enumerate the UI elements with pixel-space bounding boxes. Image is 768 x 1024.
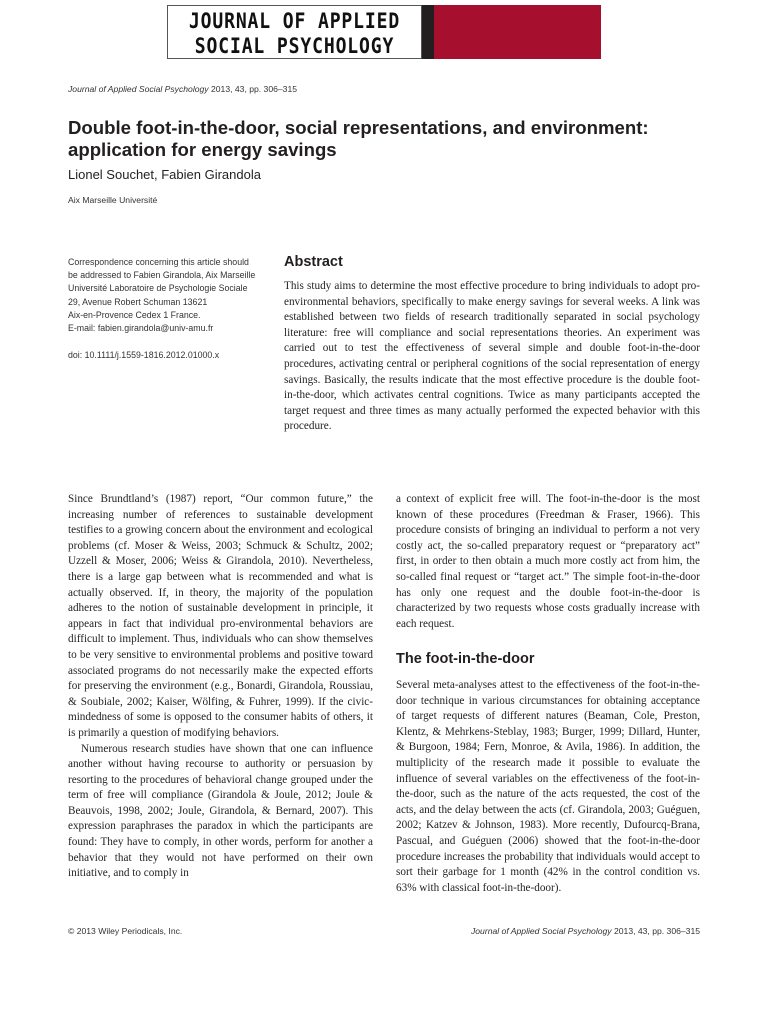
masthead-line-1: JOURNAL OF APPLIED	[188, 9, 401, 33]
body-paragraph: Since Brundtland’s (1987) report, “Our common future,” the increasing number of references to sustainable development testifies to a growing concern about the environment and ecological problems (cf. Moser & Weiss, 2003; Schmuck & Schultz, 2002; Uzzell & Moser, 2006; Weiss & Girandola, 2010). Nevertheless, there is a large gap between what is recommended and what is actually observed. If, in theory, the majority of the population adheres to the notion of sustainable development in principle, it appears in fact that individual pro-environmental behaviors are difficult to implement. Thus, individuals who can show themselves to be very sensitive to environmental problems and positive toward associated programs do not necessarily make the expected efforts for preserving the environment (e.g., Bonardi, Girandola, Roussiau, & Soubiale, 2002; Kaiser, Wölfing, & Fuhrer, 1999). If the civic-mindedness of some is opposed to the consumer habits of others, it is primarily a question of modifying behaviors.	[68, 493, 373, 739]
body-paragraph: Numerous research studies have shown that one can influence another without having recourse to authority or persuasion by resorting to the procedures of behavioral change grouped under the term of free will compliance (Girandola & Joule, 2012; Joule & Beauvois, 1998, 2002; Joule, Girandola, & Bernard, 2007). This expression paraphrases the paradox in which the participants are found: They have to comply, in other words, perform for another a behavior that they would not have performed on their own initiative, and to comply in	[68, 742, 373, 880]
footer-copyright: © 2013 Wiley Periodicals, Inc.	[68, 926, 183, 936]
footer-citation	[471, 926, 700, 936]
masthead-dark-stripe	[422, 5, 434, 59]
body-paragraph: a context of explicit free will. The foot-in-the-door is the most known of these procedures (Freedman & Fraser, 1966). This procedure consists of bringing an individual to perform a not very costly act, the so-called preparatory request or “preparatory act” first, in order to then obtain a much more costly act from him, the so-called final request or “target act.” The simple foot-in-the-door has only one request and the double foot-in-the-door is characterized by two requests whose costs gradually increase with each request.	[396, 493, 700, 630]
article-title: Double foot-in-the-door, social representations, and environment: application for energy savings	[68, 117, 649, 160]
citation-details: 2013, 43, pp. 306–315	[208, 84, 298, 94]
affiliation: Aix Marseille Université	[68, 195, 158, 205]
footer-details: 2013, 43, pp. 306–315	[611, 926, 700, 936]
correspondence-line: Aix-en-Provence Cedex 1 France.	[68, 309, 201, 320]
abstract-text: This study aims to determine the most effective procedure to bring individuals to adopt pro-environmental behaviors, specifically to make energy savings for several weeks. A link was established between two fields of research traditionally separated in social psychology literature: free will compliance and social representations theories. An experiment was carried out to test the effectiveness of several simple and double foot-in-the-door procedures, activating central or peripheral cognitions of the social representation of energy savings. Basically, the results indicate that the most effective procedure is the double foot-in-the-door, which activates central cognitions. Twice as many participants accepted the target request and three times as many actually performed the expected behavior with this procedure.	[284, 280, 700, 433]
correspondence-email[interactable]: E-mail: fabien.girandola@univ-amu.fr	[68, 323, 214, 334]
masthead-line-2: SOCIAL PSYCHOLOGY	[194, 34, 395, 58]
footer-journal: Journal of Applied Social Psychology	[470, 926, 612, 936]
correspondence-block	[68, 256, 273, 335]
body-left-column	[68, 492, 373, 882]
journal-masthead	[167, 5, 601, 59]
masthead-logo	[167, 5, 422, 59]
body-paragraph: Several meta-analyses attest to the effectiveness of the foot-in-the-door technique in various circumstances for obtaining acceptance of target requests of different natures (Beaman, Cole, Preston, Klentz, & Mehrkens-Steblay, 1983; Burger, 1999; Dillard, Hunter, & Burgoon, 1984; Fern, Monroe, & Avila, 1986). In addition, the multiplicity of the research made it possible to evaluate the influence of several variables on the effectiveness of the foot-in-the-door, such as the nature of the acts requested, the cost of the acts, and the delay between the acts (cf. Girandola, 2003; Guéguen, 2002; Katzev & Johnson, 1983). More recently, Dufourcq-Brana, Pascual, and Guéguen (2006) showed that the foot-in-the-door procedure increases the probability that individuals would accept to sort their garbage for 1 month (42% in the control condition vs. 63% with classical foot-in-the-door).	[396, 679, 700, 894]
running-citation	[68, 84, 297, 94]
abstract-heading: Abstract	[284, 254, 343, 270]
correspondence-line: be addressed to Fabien Girandola, Aix Marseille	[68, 270, 256, 281]
doi[interactable]: doi: 10.1111/j.1559-1816.2012.01000.x	[68, 350, 220, 360]
body-right-column-bottom	[396, 678, 700, 896]
correspondence-line: Correspondence concerning this article should	[68, 257, 249, 267]
body-right-column-top	[396, 492, 700, 632]
masthead-red-block	[434, 5, 601, 59]
authors: Lionel Souchet, Fabien Girandola	[68, 167, 261, 182]
section-heading: The foot-in-the-door	[396, 651, 535, 667]
correspondence-line: Université Laboratoire de Psychologie Sociale	[68, 283, 248, 294]
correspondence-line: 29, Avenue Robert Schuman 13621	[68, 296, 208, 307]
citation-journal: Journal of Applied Social Psychology	[68, 84, 209, 94]
